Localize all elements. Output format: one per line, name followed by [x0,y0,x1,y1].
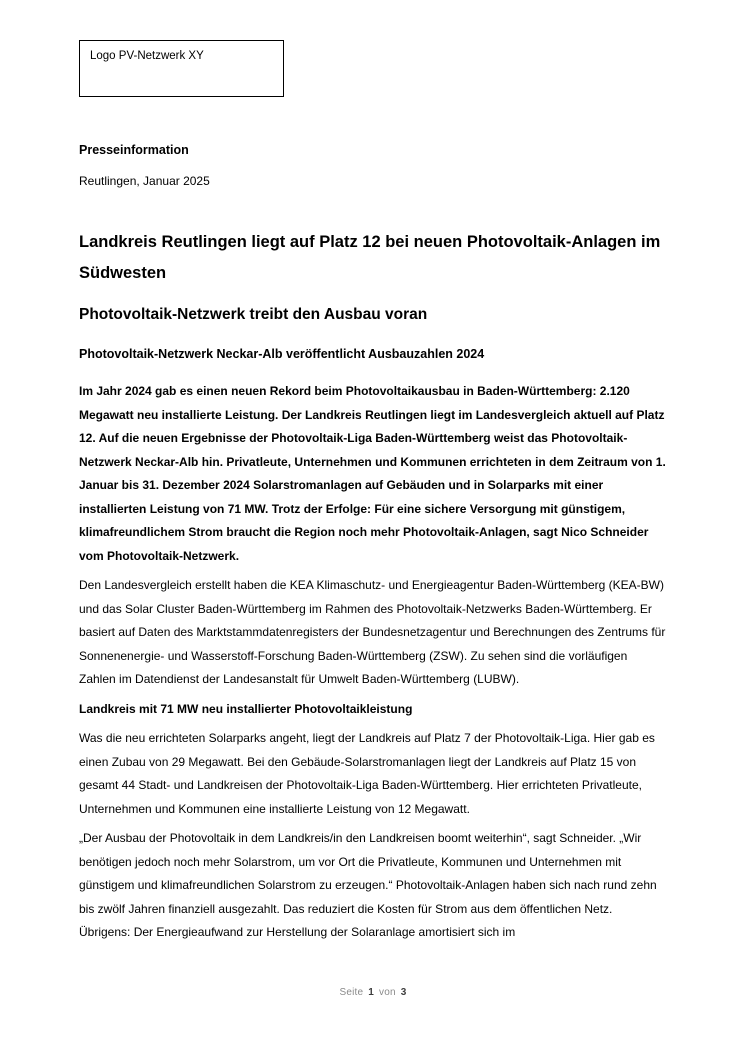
footer-total-pages: 3 [400,987,407,998]
paragraph-solarparks: Was die neu errichteten Solarparks angeht, liegt der Landkreis auf Platz 7 der Photovoltaik-Liga. Hier gab es einen Zubau von 29 Megawatt. Bei den Gebäude-Solarstromanlagen liegt der Landkreis auf Platz 15 von gesamt 44 Stadt- und Landkreisen der Photovoltaik-Liga Baden-Württemberg. Hier errichteten Privatleute, Unternehmen und Kommunen eine installierte Leistung von 12 Megawatt. [79,731,655,816]
logo-placeholder-box [79,40,284,97]
paragraph-quote-schneider: „Der Ausbau der Photovoltaik in dem Landkreis/in den Landkreisen boomt weiterhin“, sagt Schneider. „Wir benötigen jedoch noch mehr Solarstrom, um vor Ort die Privatleute, Kommunen und Unternehmen mit günstigem und klimafreundlichen Solarstrom zu erzeugen.“ Photovoltaik-Anlagen haben sich nach rund zehn bis zwölf Jahren finanziell ausgezahlt. Das reduziert die Kosten für Strom aus dem öffentlichen Netz. Übrigens: Der Energieaufwand zur Herstellung der Solaranlage amortisiert sich im [79,831,657,939]
footer-page-prefix: Seite [339,987,364,998]
logo-label: Logo PV-Netzwerk XY [90,50,204,62]
section-heading-71mw: Landkreis mit 71 MW neu installierter Photovoltaikleistung [79,701,413,716]
headline: Landkreis Reutlingen liegt auf Platz 12 bei neuen Photovoltaik-Anlagen im Südwesten [79,233,661,282]
intro-heading: Photovoltaik-Netzwerk Neckar-Alb veröffentlicht Ausbauzahlen 2024 [79,347,485,361]
footer-page-separator: von [379,987,396,998]
lead-paragraph: Im Jahr 2024 gab es einen neuen Rekord beim Photovoltaikausbau in Baden-Württemberg: 2.120 Megawatt neu installierte Leistung. Der Landkreis Reutlingen liegt im Landesvergleich aktuell auf Platz 12. Auf die neuen Ergebnisse der Photovoltaik-Liga Baden-Württemberg weist das Photovoltaik-Netzwerk Neckar-Alb hin. Privatleute, Unternehmen und Kommunen errichteten in dem Zeitraum von 1. Januar bis 31. Dezember 2024 Solarstromanlagen auf Gebäuden und in Solarparks mit einer installierten Leistung von 71 MW. Trotz der Erfolge: Für eine sichere Versorgung mit günstigem, klimafreundlichem Strom braucht die Region noch mehr Photovoltaik-Anlagen, sagt Nico Schneider vom Photovoltaik-Netzwerk. [79,384,666,563]
dateline: Reutlingen, Januar 2025 [79,174,210,188]
document-type-label: Presseinformation [79,143,189,157]
paragraph-landesvergleich: Den Landesvergleich erstellt haben die KEA Klimaschutz- und Energieagentur Baden-Württemberg (KEA-BW) und das Solar Cluster Baden-Württemberg im Rahmen des Photovoltaik-Netzwerks Baden-Württemberg. Er basiert auf Daten des Marktstammdatenregisters der Bundesnetzagentur und Berechnungen des Zentrums für Sonnenenergie- und Wasserstoff-Forschung Baden-Württemberg (ZSW). Zu sehen sind die vorläufigen Zahlen im Datendienst der Landesanstalt für Umwelt Baden-Württemberg (LUBW). [79,578,666,686]
page-footer [0,987,746,998]
subheadline: Photovoltaik-Netzwerk treibt den Ausbau voran [79,306,428,323]
footer-current-page: 1 [368,987,375,998]
